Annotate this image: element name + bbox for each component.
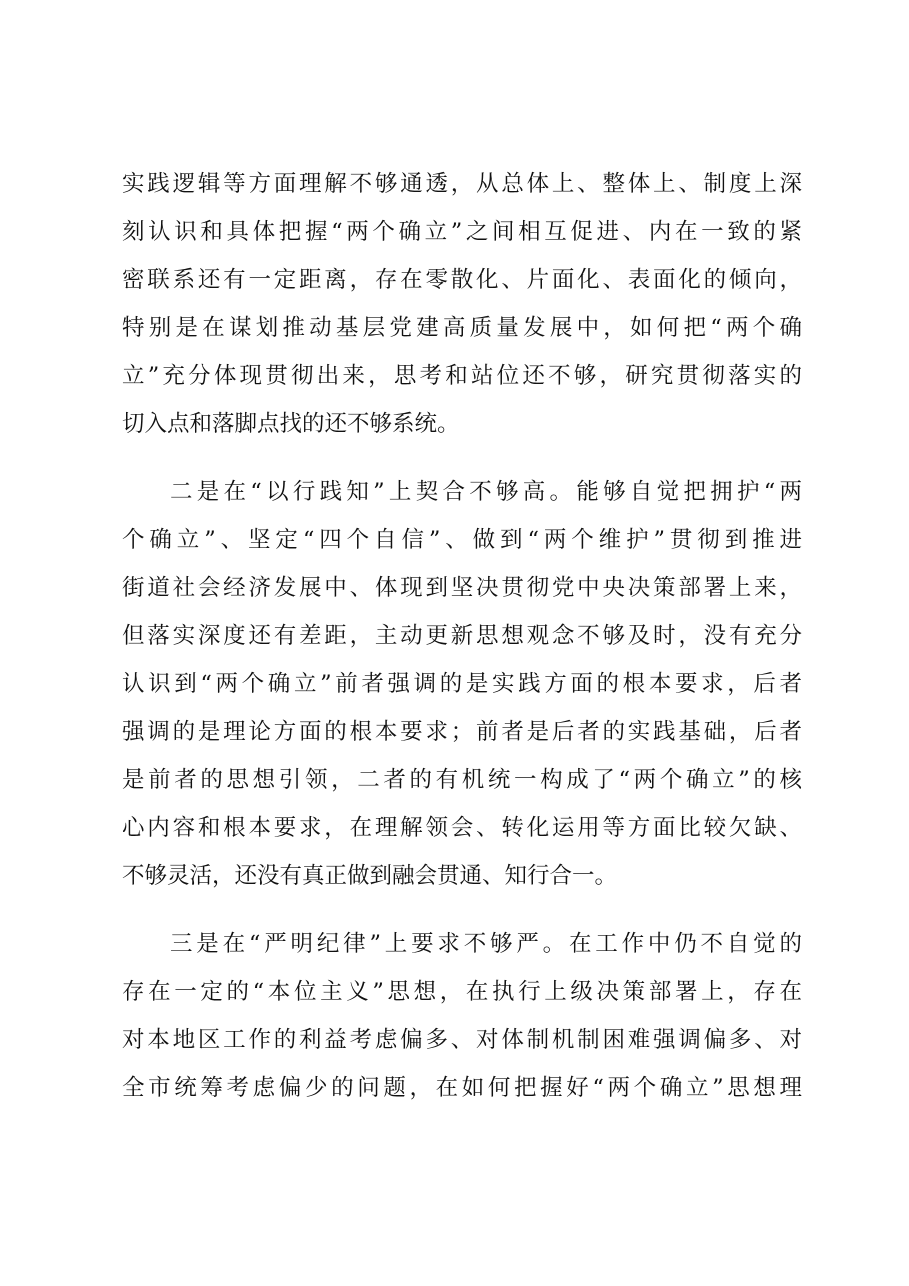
text-line: 但落实深度还有差距，主动更新思想观念不够及时，没有充分 xyxy=(122,623,802,649)
text-line: 街道社会经济发展中、体现到坚决贯彻党中央决策部署上来， xyxy=(122,575,802,601)
paragraph-2 xyxy=(122,468,802,900)
text-line: 切入点和落脚点找的还不够系统。 xyxy=(122,411,460,437)
document-body xyxy=(122,160,802,1112)
text-line: 个确立”、坚定“四个自信”、做到“两个维护”贯彻到推进 xyxy=(122,527,802,553)
text-line: 刻认识和具体把握“两个确立”之间相互促进、内在一致的紧 xyxy=(122,219,802,245)
text-line: 密联系还有一定距离，存在零散化、片面化、表面化的倾向， xyxy=(122,267,802,293)
text-line: 实践逻辑等方面理解不够通透，从总体上、整体上、制度上深 xyxy=(122,171,802,197)
text-line: 认识到“两个确立”前者强调的是实践方面的根本要求，后者 xyxy=(122,671,802,697)
text-line: 特别是在谋划推动基层党建高质量发展中，如何把“两个确 xyxy=(122,315,802,341)
paragraph-1 xyxy=(122,160,802,448)
text-line: 是前者的思想引领，二者的有机统一构成了“两个确立”的核 xyxy=(122,767,802,793)
text-line: 三是在“严明纪律”上要求不够严。在工作中仍不自觉的 xyxy=(170,931,802,957)
paragraph-3 xyxy=(122,920,802,1112)
text-line: 存在一定的“本位主义”思想，在执行上级决策部署上，存在 xyxy=(122,979,802,1005)
text-line: 二是在“以行践知”上契合不够高。能够自觉把拥护“两 xyxy=(170,479,802,505)
text-line: 强调的是理论方面的根本要求；前者是后者的实践基础，后者 xyxy=(122,719,802,745)
text-line: 不够灵活，还没有真正做到融会贯通、知行合一。 xyxy=(122,863,618,889)
text-line: 全市统筹考虑偏少的问题，在如何把握好“两个确立”思想理 xyxy=(122,1075,802,1101)
paragraph-spacer xyxy=(122,448,802,468)
text-line: 心内容和根本要求，在理解领会、转化运用等方面比较欠缺、 xyxy=(122,815,802,841)
text-line: 立”充分体现贯彻出来，思考和站位还不够，研究贯彻落实的 xyxy=(122,363,802,389)
paragraph-spacer xyxy=(122,900,802,920)
text-line: 对本地区工作的利益考虑偏多、对体制机制困难强调偏多、对 xyxy=(122,1027,802,1053)
